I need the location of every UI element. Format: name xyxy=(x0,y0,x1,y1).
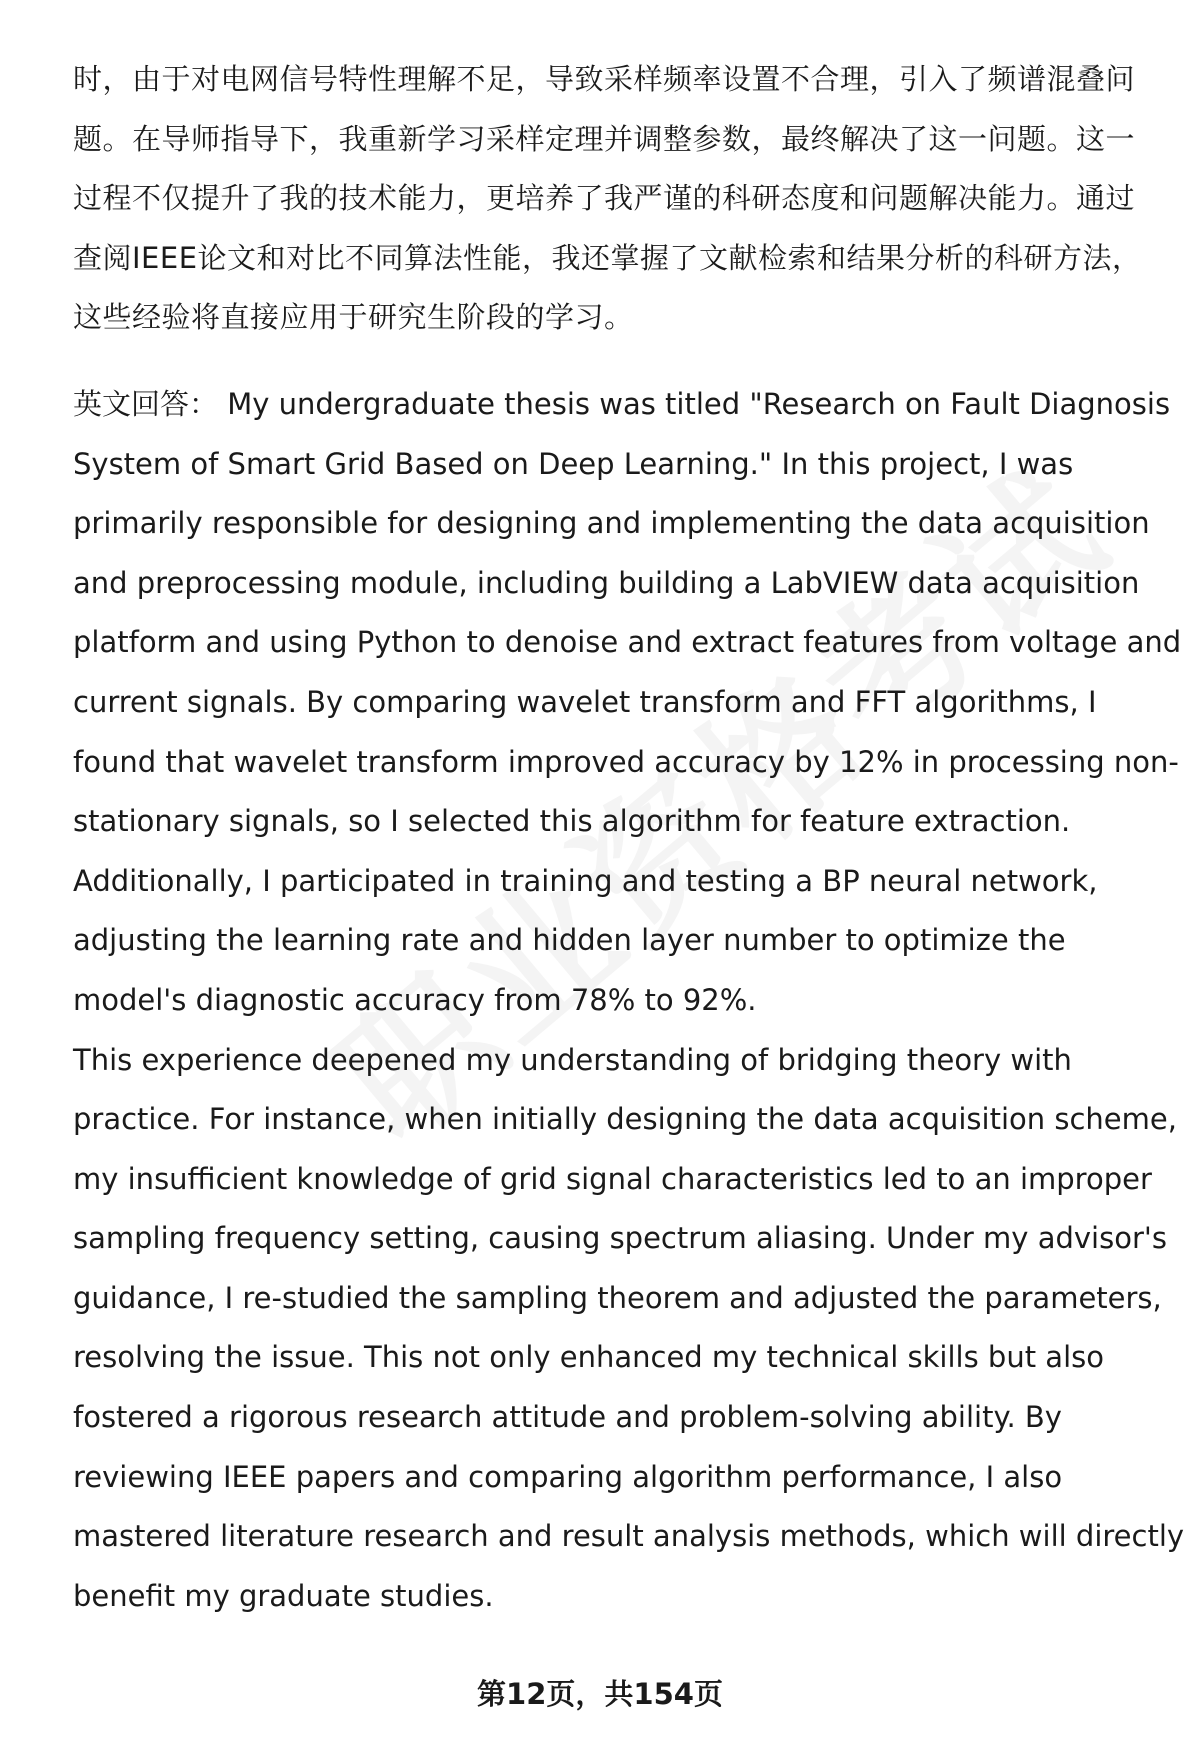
page-body xyxy=(73,50,1185,1626)
text-line: 英文回答： My undergraduate thesis was titled "Research on Fault Diagnosis xyxy=(73,386,1171,421)
text-line: reviewing IEEE papers and comparing algorithm performance, I also xyxy=(73,1459,1063,1494)
text-line: guidance, I re-studied the sampling theorem and adjusted the parameters, xyxy=(73,1280,1162,1315)
text-line: benefit my graduate studies. xyxy=(73,1578,494,1613)
text-line: and preprocessing module, including building a LabVIEW data acquisition xyxy=(73,565,1140,600)
text-line: sampling frequency setting, causing spectrum aliasing. Under my advisor's xyxy=(73,1221,1167,1256)
text-line: my insufficient knowledge of grid signal characteristics led to an improper xyxy=(73,1161,1152,1196)
text-line: adjusting the learning rate and hidden layer number to optimize the xyxy=(73,923,1066,958)
text-line: 查阅IEEE论文和对比不同算法性能，我还掌握了文献检索和结果分析的科研方法， xyxy=(73,240,1142,275)
text-line: fostered a rigorous research attitude and problem-solving ability. By xyxy=(73,1400,1062,1435)
text-line: This experience deepened my understanding of bridging theory with xyxy=(73,1042,1072,1077)
text-line: platform and using Python to denoise and extract features from voltage and xyxy=(73,625,1182,660)
text-line: resolving the issue. This not only enhanced my technical skills but also xyxy=(73,1340,1104,1375)
text-line: mastered literature research and result analysis methods, which will directly xyxy=(73,1519,1185,1554)
text-line: current signals. By comparing wavelet transform and FFT algorithms, I xyxy=(73,684,1097,719)
text-line: 这些经验将直接应用于研究生阶段的学习。 xyxy=(73,300,634,335)
text-line: stationary signals, so I selected this algorithm for feature extraction. xyxy=(73,804,1071,839)
text-line: 过程不仅提升了我的技术能力，更培养了我严谨的科研态度和问题解决能力。通过 xyxy=(73,181,1136,216)
text-line: practice. For instance, when initially designing the data acquisition scheme, xyxy=(73,1102,1177,1137)
paragraph-gap xyxy=(73,348,1163,375)
text-line: 题。在导师指导下，我重新学习采样定理并调整参数，最终解决了这一问题。这一 xyxy=(73,121,1136,156)
text-line: found that wavelet transform improved accuracy by 12% in processing non- xyxy=(73,744,1179,779)
chinese-paragraph xyxy=(73,50,1163,348)
text-line: primarily responsible for designing and implementing the data acquisition xyxy=(73,506,1150,541)
text-line: System of Smart Grid Based on Deep Learning." In this project, I was xyxy=(73,446,1074,481)
text-line: 时，由于对电网信号特性理解不足，导致采样频率设置不合理，引入了频谱混叠问 xyxy=(73,62,1136,96)
text-line: model's diagnostic accuracy from 78% to 92%. xyxy=(73,982,757,1017)
page-number: 第12页，共154页 xyxy=(477,1677,723,1711)
text-line: Additionally, I participated in training and testing a BP neural network, xyxy=(73,863,1098,898)
english-answer xyxy=(73,375,1185,1626)
